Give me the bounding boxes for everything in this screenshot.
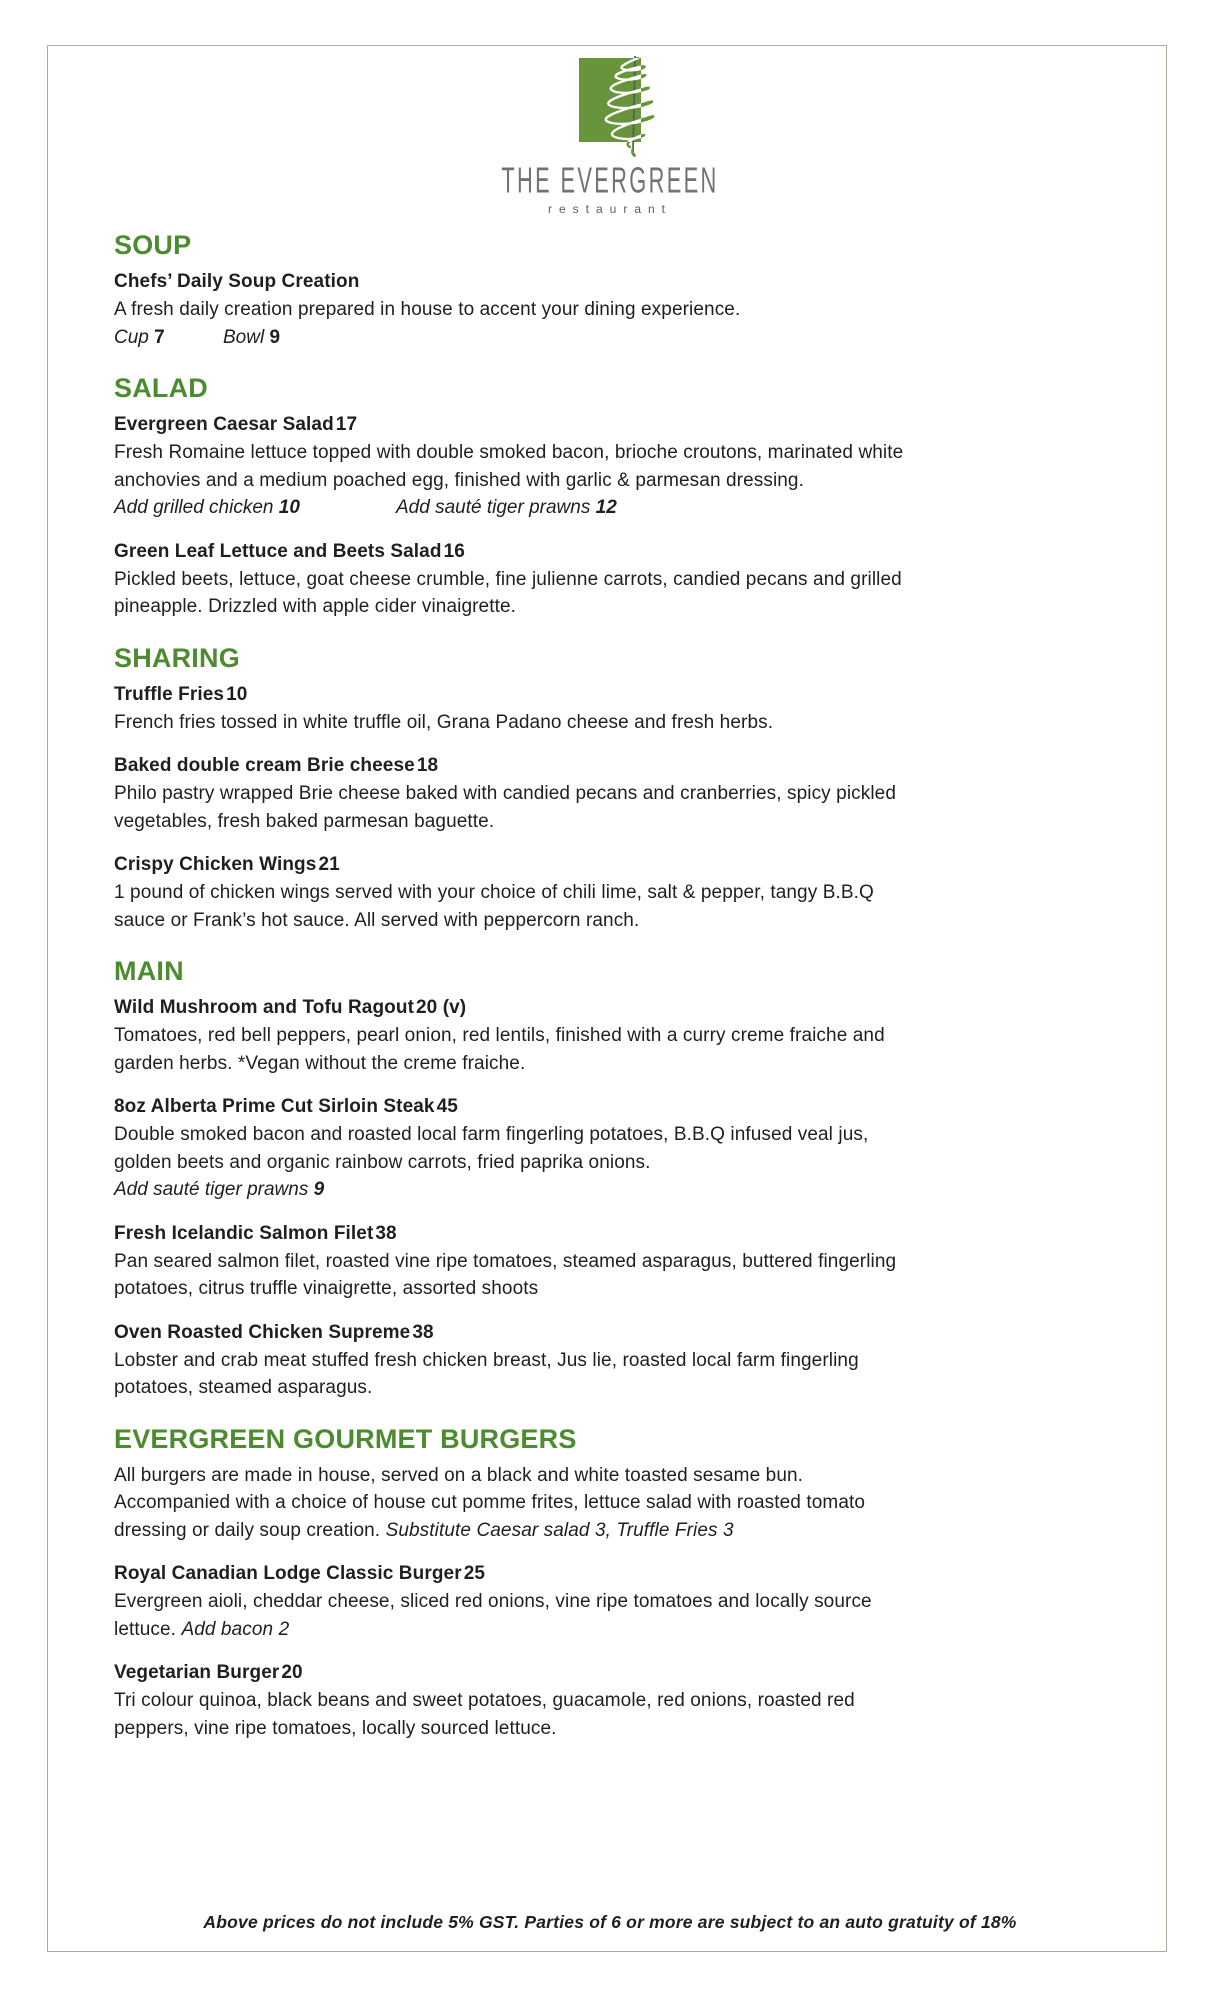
item-name: Green Leaf Lettuce and Beets Salad 16 bbox=[114, 540, 465, 562]
item-name: Royal Canadian Lodge Classic Burger 25 bbox=[114, 1563, 486, 1584]
section-title: SOUP bbox=[114, 230, 192, 260]
item-name: Vegetarian Burger 20 bbox=[114, 1662, 303, 1683]
item-name: Baked double cream Brie cheese 18 bbox=[114, 755, 439, 776]
item-options bbox=[114, 494, 1106, 522]
option: Bowl 9 bbox=[223, 326, 281, 348]
item-options bbox=[114, 324, 1106, 352]
item-name: 8oz Alberta Prime Cut Sirloin Steak 45 bbox=[114, 1096, 458, 1117]
restaurant-subtitle: restaurant bbox=[547, 202, 673, 216]
menu-item bbox=[114, 1319, 1106, 1402]
item-name: Chefs’ Daily Soup Creation bbox=[114, 271, 360, 292]
section-intro bbox=[114, 1462, 1106, 1545]
section-title: EVERGREEN GOURMET BURGERS bbox=[114, 1423, 577, 1454]
item-description: Evergreen aioli, cheddar cheese, sliced red onions, vine ripe tomatoes and locally source lettuce. Add bacon 2 bbox=[114, 1591, 872, 1640]
menu-item bbox=[114, 1093, 1106, 1204]
option: Cup 7 bbox=[114, 326, 165, 348]
menu-item bbox=[114, 994, 1106, 1077]
menu-item bbox=[114, 1220, 1106, 1303]
menu-item bbox=[114, 752, 1106, 835]
section-title: SALAD bbox=[114, 373, 208, 403]
section-soup bbox=[114, 230, 1106, 351]
option: Add sauté tiger prawns 12 bbox=[396, 497, 617, 518]
section-title: MAIN bbox=[114, 956, 184, 986]
item-description: A fresh daily creation prepared in house to accent your dining experience. bbox=[114, 299, 741, 320]
option: Add sauté tiger prawns 9 bbox=[114, 1179, 325, 1200]
item-name: Fresh Icelandic Salmon Filet 38 bbox=[114, 1222, 397, 1244]
menu-item bbox=[114, 1560, 1106, 1643]
menu-item bbox=[114, 681, 1106, 737]
item-description: Tri colour quinoa, black beans and sweet potatoes, guacamole, red onions, roasted red peppers, vine ripe tomatoes, locally sourced lettuce. bbox=[114, 1690, 855, 1739]
section-title: SHARING bbox=[114, 642, 240, 673]
section-intro-text: All burgers are made in house, served on a black and white toasted sesame bun. Accompanied with a choice of house cut pomme frites, lettuce salad with roasted tomato dressing or daily soup creation. Substitute Caesar salad 3, Truffle Fries 3 bbox=[114, 1464, 866, 1541]
restaurant-name: THE EVERGREEN bbox=[501, 160, 719, 201]
menu-item bbox=[114, 268, 1106, 351]
item-description: Pickled beets, lettuce, goat cheese crumble, fine julienne carrots, candied pecans and grilled pineapple. Drizzled with apple cider vinaigrette. bbox=[114, 568, 902, 617]
menu-item bbox=[114, 1659, 1106, 1742]
section-burgers bbox=[114, 1424, 1106, 1743]
option: Add grilled chicken 10 bbox=[114, 497, 300, 518]
evergreen-tree-logo-icon bbox=[520, 56, 700, 160]
menu-item bbox=[114, 538, 1106, 621]
item-name: Truffle Fries 10 bbox=[114, 683, 248, 705]
menu-item bbox=[114, 411, 1106, 522]
item-description: French fries tossed in white truffle oil, Grana Padano cheese and fresh herbs. bbox=[114, 711, 774, 733]
item-description: Double smoked bacon and roasted local farm fingerling potatoes, B.B.Q infused veal jus, golden beets and organic rainbow carrots, fried paprika onions. bbox=[114, 1124, 869, 1173]
item-description: Pan seared salmon filet, roasted vine ripe tomatoes, steamed asparagus, buttered fingerling potatoes, citrus truffle vinaigrette, assorted shoots bbox=[114, 1250, 897, 1299]
item-description: Lobster and crab meat stuffed fresh chicken breast, Jus lie, roasted local farm fingerling potatoes, steamed asparagus. bbox=[114, 1349, 859, 1398]
menu-item bbox=[114, 851, 1106, 934]
item-options bbox=[114, 1176, 1106, 1204]
item-description: 1 pound of chicken wings served with your choice of chili lime, salt & pepper, tangy B.B.Q sauce or Frank’s hot sauce. All served with peppercorn ranch. bbox=[114, 882, 874, 931]
item-description: Tomatoes, red bell peppers, pearl onion, red lentils, finished with a curry creme fraiche and garden herbs. *Vegan without the creme fraiche. bbox=[114, 1025, 885, 1074]
section-salad bbox=[114, 373, 1106, 621]
item-name: Wild Mushroom and Tofu Ragout 20 (v) bbox=[114, 997, 467, 1018]
restaurant-logo bbox=[114, 56, 1106, 220]
item-description: Philo pastry wrapped Brie cheese baked with candied pecans and cranberries, spicy pickled vegetables, fresh baked parmesan baguette. bbox=[114, 783, 896, 832]
item-name: Evergreen Caesar Salad 17 bbox=[114, 414, 358, 435]
item-name: Crispy Chicken Wings 21 bbox=[114, 854, 340, 875]
menu-sheet bbox=[47, 45, 1167, 1952]
section-main bbox=[114, 956, 1106, 1402]
item-name: Oven Roasted Chicken Supreme 38 bbox=[114, 1321, 434, 1343]
gratuity-note: Above prices do not include 5% GST. Parties of 6 or more are subject to an auto gratuity of 18% bbox=[203, 1912, 1017, 1932]
item-description: Fresh Romaine lettuce topped with double smoked bacon, brioche croutons, marinated white anchovies and a medium poached egg, finished with garlic & parmesan dressing. bbox=[114, 442, 904, 491]
section-sharing bbox=[114, 643, 1106, 935]
